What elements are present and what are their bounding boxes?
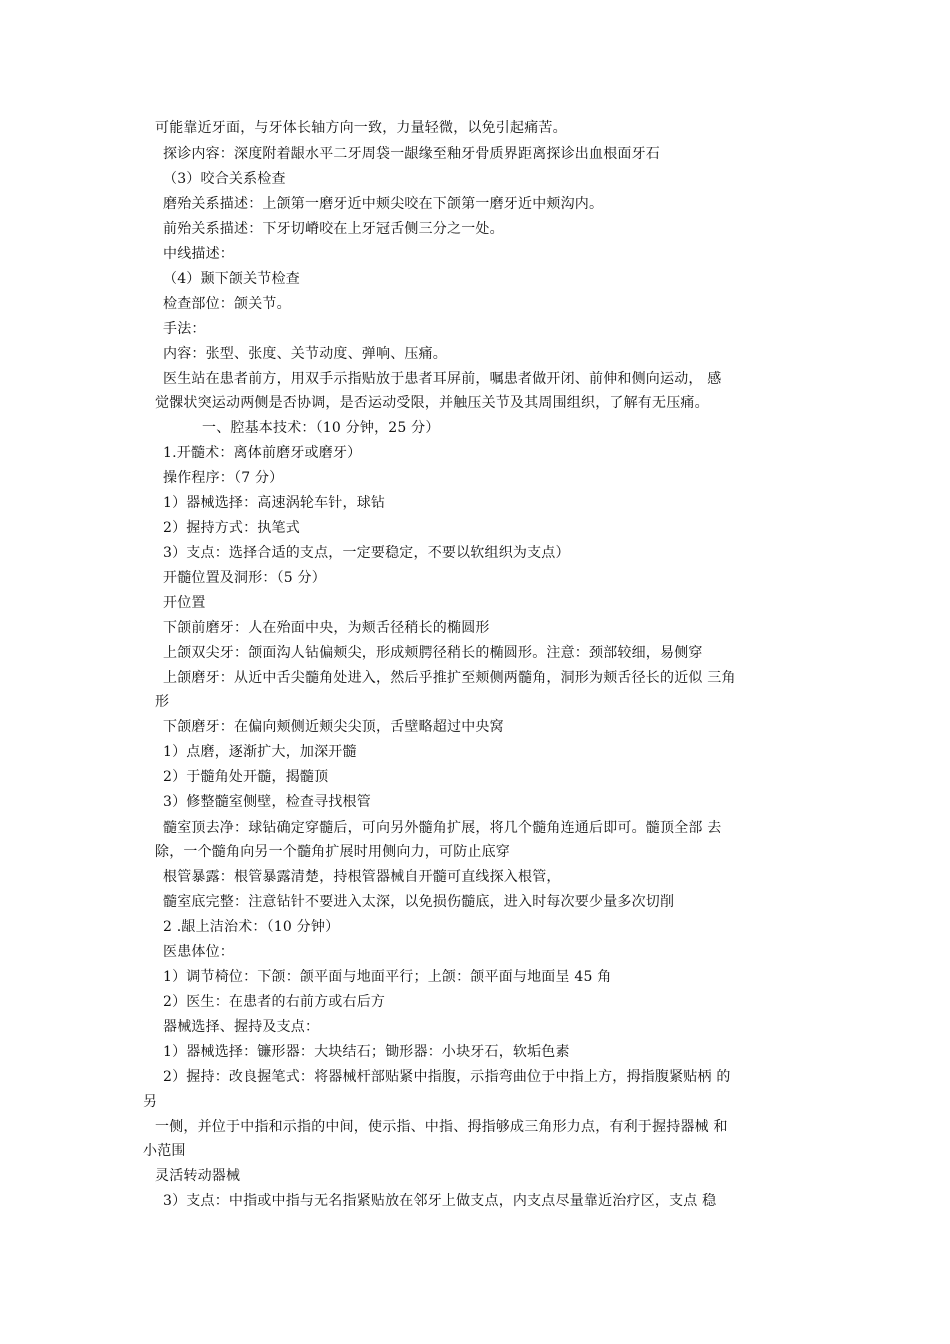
text-line: 除，一个髓角向另一个髓角扩展时用侧向力，可防止底穿 [155,844,510,860]
text-line: 医患体位： [163,944,234,960]
text-line: 形 [155,694,170,710]
text-line: 可能靠近牙面，与牙体长轴方向一致，力量轻微，以免引起痛苦。 [155,120,567,136]
text-line: 下颌前磨牙：人在殆面中央，为颊舌径稍长的椭圆形 [163,620,490,636]
text-line: 2）医生：在患者的右前方或右后方 [163,994,386,1010]
text-line: 1）器械选择：镰形器：大块结石；锄形器：小块牙石，软垢色素 [163,1044,570,1060]
text-line: 根管暴露：根管暴露清楚，持根管器械自开髓可直线探入根管， [163,869,561,885]
text-line: 2）握持方式：执笔式 [163,520,300,536]
text-line: 觉髁状突运动两侧是否协调，是否运动受限，并触压关节及其周围组织，了解有无压痛。 [155,395,709,411]
text-line: 开位置 [163,595,206,611]
text-line: 灵活转动器械 [155,1168,241,1184]
text-line: 3）支点：中指或中指与无名指紧贴放在邻牙上做支点，内支点尽量靠近治疗区，支点 稳 [163,1193,717,1209]
text-line: 1）点磨，逐渐扩大，加深开髓 [163,744,357,760]
section-heading: 一、腔基本技术：（10 分钟，25 分） [202,420,440,436]
text-line: 髓室顶去净：球钻确定穿髓后，可向另外髓角扩展，将几个髓角连通后即可。髓顶全部 去 [163,820,722,836]
text-line: 上颌双尖牙：颌面沟人钻偏颊尖，形成颊腭径稍长的椭圆形。注意：颈部较细，易侧穿 [163,645,703,661]
text-line: 髓室底完整：注意钻针不要进入太深，以免损伤髓底，进入时每次要少量多次切削 [163,894,675,910]
text-line: 中线描述： [163,246,234,262]
text-line: 磨殆关系描述：上颌第一磨牙近中颊尖咬在下颌第一磨牙近中颊沟内。 [163,196,604,212]
text-line: 小范围 [143,1143,186,1159]
text-line: 另 [143,1094,158,1110]
text-line: 检查部位：颌关节。 [163,296,291,312]
text-line: 器械选择、握持及支点： [163,1019,320,1035]
text-line: 2 .龈上洁治术：（10 分钟） [163,919,340,935]
text-line: 3）修整髓室侧壁，检查寻找根管 [163,794,371,810]
text-line: 探诊内容：深度附着龈水平二牙周袋一龈缘至釉牙骨质界距离探诊出血根面牙石 [163,146,660,162]
text-line: 1）器械选择：高速涡轮车针，球钻 [163,495,386,511]
text-line: 上颌磨牙：从近中舌尖髓角处进入，然后乎推扩至颊侧两髓角，洞形为颊舌径长的近似 三角 [163,670,736,686]
text-line: 1）调节椅位：下颌：颌平面与地面平行；上颌：颌平面与地面呈 45 角 [163,969,612,985]
text-line: 操作程序：（7 分） [163,470,284,486]
text-line: 2）于髓角处开髓，揭髓顶 [163,769,329,785]
text-line: 开髓位置及洞形：（5 分） [163,570,326,586]
text-line: 1.开髓术：离体前磨牙或磨牙） [163,445,362,461]
text-line: 前殆关系描述：下牙切嵴咬在上牙冠舌侧三分之一处。 [163,221,504,237]
text-line: 医生站在患者前方，用双手示指贴放于患者耳屏前，嘱患者做开闭、前伸和侧向运动， 感 [163,371,722,387]
text-line: （3）咬合关系检查 [163,171,286,187]
text-line: （4）颞下颌关节检查 [163,271,300,287]
text-line: 3）支点：选择合适的支点，一定要稳定，不要以软组织为支点） [163,545,570,561]
text-line: 手法： [163,321,206,337]
text-line: 内容：张型、张度、关节动度、弹响、压痛。 [163,346,447,362]
text-line: 一侧，并位于中指和示指的中间，使示指、中指、拇指够成三角形力点，有利于握持器械 和 [155,1119,728,1135]
text-line: 2）握持：改良握笔式：将器械杆部贴紧中指腹，示指弯曲位于中指上方，拇指腹紧贴柄 的 [163,1069,731,1085]
text-line: 下颌磨牙：在偏向颊侧近颊尖尖顶，舌壁略超过中央窝 [163,719,504,735]
